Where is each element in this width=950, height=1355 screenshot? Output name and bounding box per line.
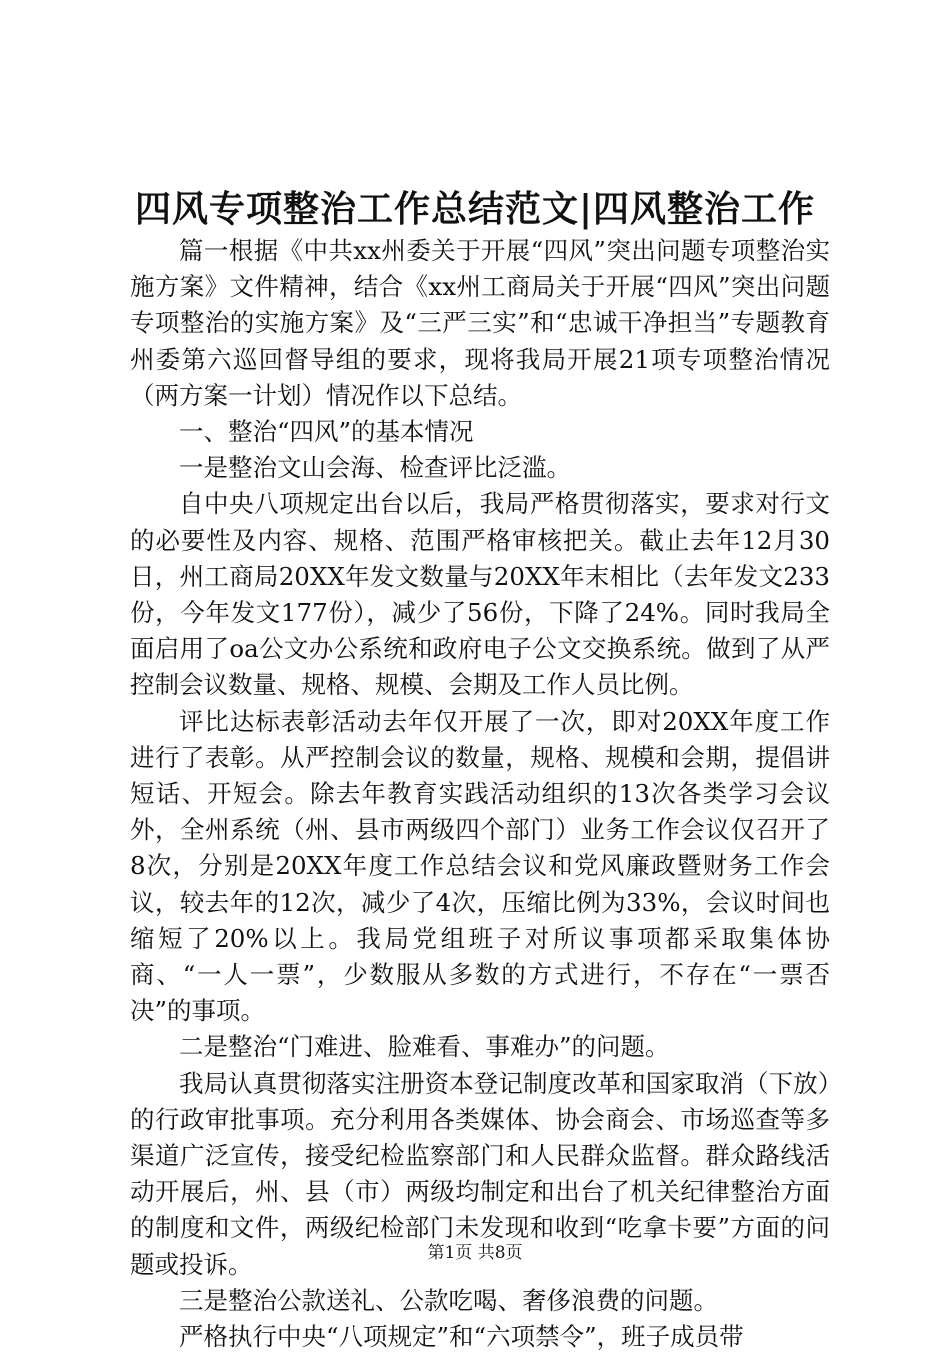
document-title: 四风专项整治工作总结范文|四风整治工作 [134, 188, 816, 230]
page-footer: 第1页 共8页 [427, 1243, 523, 1263]
subheading-service-attitude: 二是整治“门难进、脸难看、事难办”的问题。 [179, 1032, 670, 1062]
subheading-public-funds: 三是整治公款送礼、公款吃喝、奢侈浪费的问题。 [179, 1285, 718, 1315]
paragraph-approval-reform: 我局认真贯彻落实注册资本登记制度改革和国家取消（下放）的行政审批事项。充分利用各类媒体、协会商会、市场巡查等多渠道广泛宣传，接受纪检监察部门和人民群众监督。群众路线活动开展后，州、县（市）两级均制定和出台了机关纪律整治方面的制度和文件，两级纪检部门未发现和收到“吃拿卡要”方面的问题或投诉。 [130, 1068, 830, 1279]
paragraph-intro: 篇一根据《中共xx州委关于开展“四风”突出问题专项整治实施方案》文件精神，结合《xx州工商局关于开展“四风”突出问题专项整治的实施方案》及“三严三实”和“忠诚干净担当”专题教育州委第六巡回督导组的要求，现将我局开展21项专项整治情况（两方案一计划）情况作以下总结。 [130, 236, 830, 410]
paragraph-documents: 自中央八项规定出台以后，我局严格贯彻落实，要求对行文的必要性及内容、规格、范围严格审核把关。截止去年12月30日，州工商局20XX年发文数量与20XX年末相比（去年发文233份，今年发文177份），减少了56份，下降了24%。同时我局全面启用了oa公文办公系统和政府电子公文交换系统。做到了从严控制会议数量、规格、规模、会期及工作人员比例。 [130, 489, 830, 700]
document-body [130, 233, 830, 1355]
paragraph-evaluations: 评比达标表彰活动去年仅开展了一次，即对20XX年度工作进行了表彰。从严控制会议的数量，规格、规模和会期，提倡讲短话、开短会。除去年教育实践活动组织的13次各类学习会议外，全州系统（州、县市两级四个部门）业务工作会议仅召开了8次，分别是20XX年度工作总结会议和党风廉政暨财务工作会议，较去年的12次，减少了4次，压缩比例为33%，会议时间也缩短了20%以上。我局党组班子对所议事项都采取集体协商、“一人一票”，少数服从多数的方式进行，不存在“一票否决”的事项。 [130, 706, 830, 1026]
section-heading-basic-situation: 一、整治“四风”的基本情况 [179, 417, 474, 447]
paragraph-eight-rules: 严格执行中央“八项规定”和“六项禁令”，班子成员带 [179, 1322, 744, 1352]
subheading-meetings: 一是整治文山会海、检查评比泛滥。 [179, 453, 571, 483]
